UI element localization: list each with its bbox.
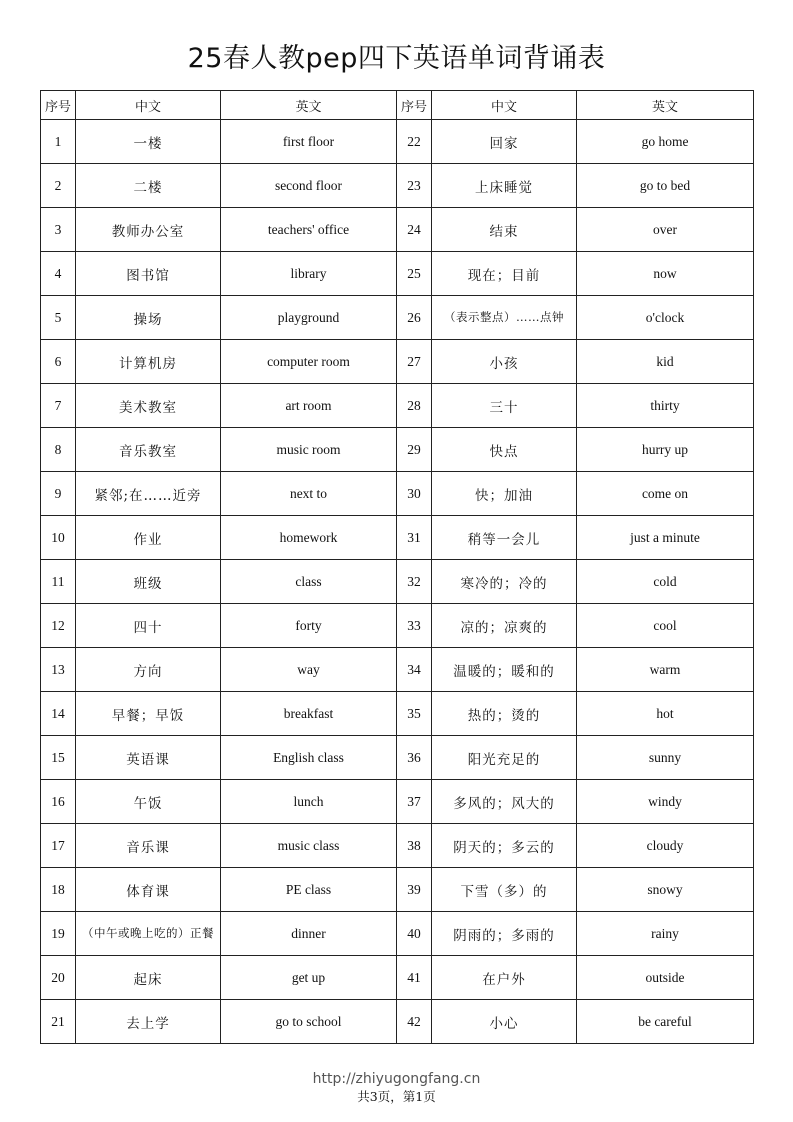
english-term: over xyxy=(577,208,754,252)
english-term: cloudy xyxy=(577,824,754,868)
chinese-term: 去上学 xyxy=(76,1000,221,1044)
english-term: next to xyxy=(221,472,397,516)
chinese-term: 方向 xyxy=(76,648,221,692)
table-row xyxy=(41,164,754,208)
row-index: 34 xyxy=(397,648,432,692)
table-row xyxy=(41,384,754,428)
row-index: 18 xyxy=(41,868,76,912)
table-row xyxy=(41,868,754,912)
chinese-term: 在户外 xyxy=(432,956,577,1000)
chinese-term: 阴天的；多云的 xyxy=(432,824,577,868)
english-term: teachers' office xyxy=(221,208,397,252)
row-index: 38 xyxy=(397,824,432,868)
chinese-term: 班级 xyxy=(76,560,221,604)
footer-page-number: 共3页，第1页 xyxy=(357,1089,436,1104)
chinese-term: 回家 xyxy=(432,120,577,164)
english-term: outside xyxy=(577,956,754,1000)
header-english-left: 英文 xyxy=(221,91,397,120)
row-index: 15 xyxy=(41,736,76,780)
english-term: PE class xyxy=(221,868,397,912)
english-term: sunny xyxy=(577,736,754,780)
table-row xyxy=(41,912,754,956)
vocabulary-table xyxy=(40,90,754,1044)
table-row xyxy=(41,208,754,252)
table-row xyxy=(41,956,754,1000)
row-index: 13 xyxy=(41,648,76,692)
table-header-row xyxy=(41,91,754,120)
english-term: breakfast xyxy=(221,692,397,736)
chinese-term: （中午或晚上吃的）正餐 xyxy=(76,912,221,956)
english-term: art room xyxy=(221,384,397,428)
english-term: way xyxy=(221,648,397,692)
page-title: 25春人教pep四下英语单词背诵表 xyxy=(187,43,606,74)
table-row xyxy=(41,780,754,824)
row-index: 16 xyxy=(41,780,76,824)
english-term: snowy xyxy=(577,868,754,912)
chinese-term: 多风的；风大的 xyxy=(432,780,577,824)
row-index: 35 xyxy=(397,692,432,736)
table-row xyxy=(41,340,754,384)
row-index: 10 xyxy=(41,516,76,560)
row-index: 12 xyxy=(41,604,76,648)
english-term: windy xyxy=(577,780,754,824)
row-index: 9 xyxy=(41,472,76,516)
chinese-term: 三十 xyxy=(432,384,577,428)
row-index: 40 xyxy=(397,912,432,956)
header-chinese-left: 中文 xyxy=(76,91,221,120)
english-term: warm xyxy=(577,648,754,692)
row-index: 42 xyxy=(397,1000,432,1044)
chinese-term: 寒冷的；冷的 xyxy=(432,560,577,604)
chinese-term: 计算机房 xyxy=(76,340,221,384)
chinese-term: 作业 xyxy=(76,516,221,560)
english-term: homework xyxy=(221,516,397,560)
english-term: English class xyxy=(221,736,397,780)
row-index: 14 xyxy=(41,692,76,736)
row-index: 1 xyxy=(41,120,76,164)
table-row xyxy=(41,516,754,560)
chinese-term: 上床睡觉 xyxy=(432,164,577,208)
chinese-term: 美术教室 xyxy=(76,384,221,428)
row-index: 32 xyxy=(397,560,432,604)
table-row xyxy=(41,604,754,648)
table-row xyxy=(41,252,754,296)
chinese-term: （表示整点）……点钟 xyxy=(432,296,577,340)
english-term: dinner xyxy=(221,912,397,956)
english-term: cold xyxy=(577,560,754,604)
english-term: computer room xyxy=(221,340,397,384)
row-index: 21 xyxy=(41,1000,76,1044)
chinese-term: 快；加油 xyxy=(432,472,577,516)
row-index: 36 xyxy=(397,736,432,780)
footer-url: http://zhiyugongfang.cn xyxy=(312,1071,481,1087)
row-index: 24 xyxy=(397,208,432,252)
english-term: hot xyxy=(577,692,754,736)
header-english-right: 英文 xyxy=(577,91,754,120)
english-term: come on xyxy=(577,472,754,516)
english-term: hurry up xyxy=(577,428,754,472)
chinese-term: 图书馆 xyxy=(76,252,221,296)
chinese-term: 音乐课 xyxy=(76,824,221,868)
table-row xyxy=(41,692,754,736)
table-row xyxy=(41,560,754,604)
header-index-right: 序号 xyxy=(397,91,432,120)
chinese-term: 教师办公室 xyxy=(76,208,221,252)
row-index: 20 xyxy=(41,956,76,1000)
english-term: forty xyxy=(221,604,397,648)
english-term: music class xyxy=(221,824,397,868)
row-index: 33 xyxy=(397,604,432,648)
chinese-term: 音乐教室 xyxy=(76,428,221,472)
table-row xyxy=(41,120,754,164)
row-index: 4 xyxy=(41,252,76,296)
english-term: go home xyxy=(577,120,754,164)
chinese-term: 紧邻;在……近旁 xyxy=(76,472,221,516)
chinese-term: 体育课 xyxy=(76,868,221,912)
english-term: get up xyxy=(221,956,397,1000)
row-index: 37 xyxy=(397,780,432,824)
chinese-term: 现在；目前 xyxy=(432,252,577,296)
english-term: go to bed xyxy=(577,164,754,208)
english-term: kid xyxy=(577,340,754,384)
table-row xyxy=(41,824,754,868)
english-term: cool xyxy=(577,604,754,648)
row-index: 23 xyxy=(397,164,432,208)
english-term: thirty xyxy=(577,384,754,428)
english-term: now xyxy=(577,252,754,296)
table-row xyxy=(41,296,754,340)
chinese-term: 午饭 xyxy=(76,780,221,824)
chinese-term: 稍等一会儿 xyxy=(432,516,577,560)
row-index: 28 xyxy=(397,384,432,428)
english-term: class xyxy=(221,560,397,604)
row-index: 11 xyxy=(41,560,76,604)
english-term: first floor xyxy=(221,120,397,164)
row-index: 26 xyxy=(397,296,432,340)
row-index: 31 xyxy=(397,516,432,560)
chinese-term: 阳光充足的 xyxy=(432,736,577,780)
chinese-term: 下雪（多）的 xyxy=(432,868,577,912)
table-row xyxy=(41,1000,754,1044)
row-index: 29 xyxy=(397,428,432,472)
chinese-term: 二楼 xyxy=(76,164,221,208)
chinese-term: 结束 xyxy=(432,208,577,252)
row-index: 19 xyxy=(41,912,76,956)
table-row xyxy=(41,472,754,516)
chinese-term: 起床 xyxy=(76,956,221,1000)
chinese-term: 英语课 xyxy=(76,736,221,780)
chinese-term: 小心 xyxy=(432,1000,577,1044)
row-index: 39 xyxy=(397,868,432,912)
english-term: o'clock xyxy=(577,296,754,340)
chinese-term: 操场 xyxy=(76,296,221,340)
row-index: 5 xyxy=(41,296,76,340)
row-index: 25 xyxy=(397,252,432,296)
english-term: rainy xyxy=(577,912,754,956)
row-index: 7 xyxy=(41,384,76,428)
english-term: go to school xyxy=(221,1000,397,1044)
table-row xyxy=(41,648,754,692)
chinese-term: 四十 xyxy=(76,604,221,648)
english-term: library xyxy=(221,252,397,296)
chinese-term: 阴雨的；多雨的 xyxy=(432,912,577,956)
row-index: 17 xyxy=(41,824,76,868)
chinese-term: 凉的；凉爽的 xyxy=(432,604,577,648)
row-index: 27 xyxy=(397,340,432,384)
row-index: 41 xyxy=(397,956,432,1000)
row-index: 30 xyxy=(397,472,432,516)
chinese-term: 一楼 xyxy=(76,120,221,164)
english-term: lunch xyxy=(221,780,397,824)
chinese-term: 早餐；早饭 xyxy=(76,692,221,736)
english-term: just a minute xyxy=(577,516,754,560)
chinese-term: 热的；烫的 xyxy=(432,692,577,736)
row-index: 2 xyxy=(41,164,76,208)
table-row xyxy=(41,736,754,780)
english-term: second floor xyxy=(221,164,397,208)
english-term: be careful xyxy=(577,1000,754,1044)
table-body xyxy=(41,120,754,1044)
table-row xyxy=(41,428,754,472)
row-index: 22 xyxy=(397,120,432,164)
english-term: music room xyxy=(221,428,397,472)
header-chinese-right: 中文 xyxy=(432,91,577,120)
row-index: 3 xyxy=(41,208,76,252)
chinese-term: 温暖的；暖和的 xyxy=(432,648,577,692)
english-term: playground xyxy=(221,296,397,340)
row-index: 8 xyxy=(41,428,76,472)
chinese-term: 小孩 xyxy=(432,340,577,384)
header-index-left: 序号 xyxy=(41,91,76,120)
row-index: 6 xyxy=(41,340,76,384)
chinese-term: 快点 xyxy=(432,428,577,472)
